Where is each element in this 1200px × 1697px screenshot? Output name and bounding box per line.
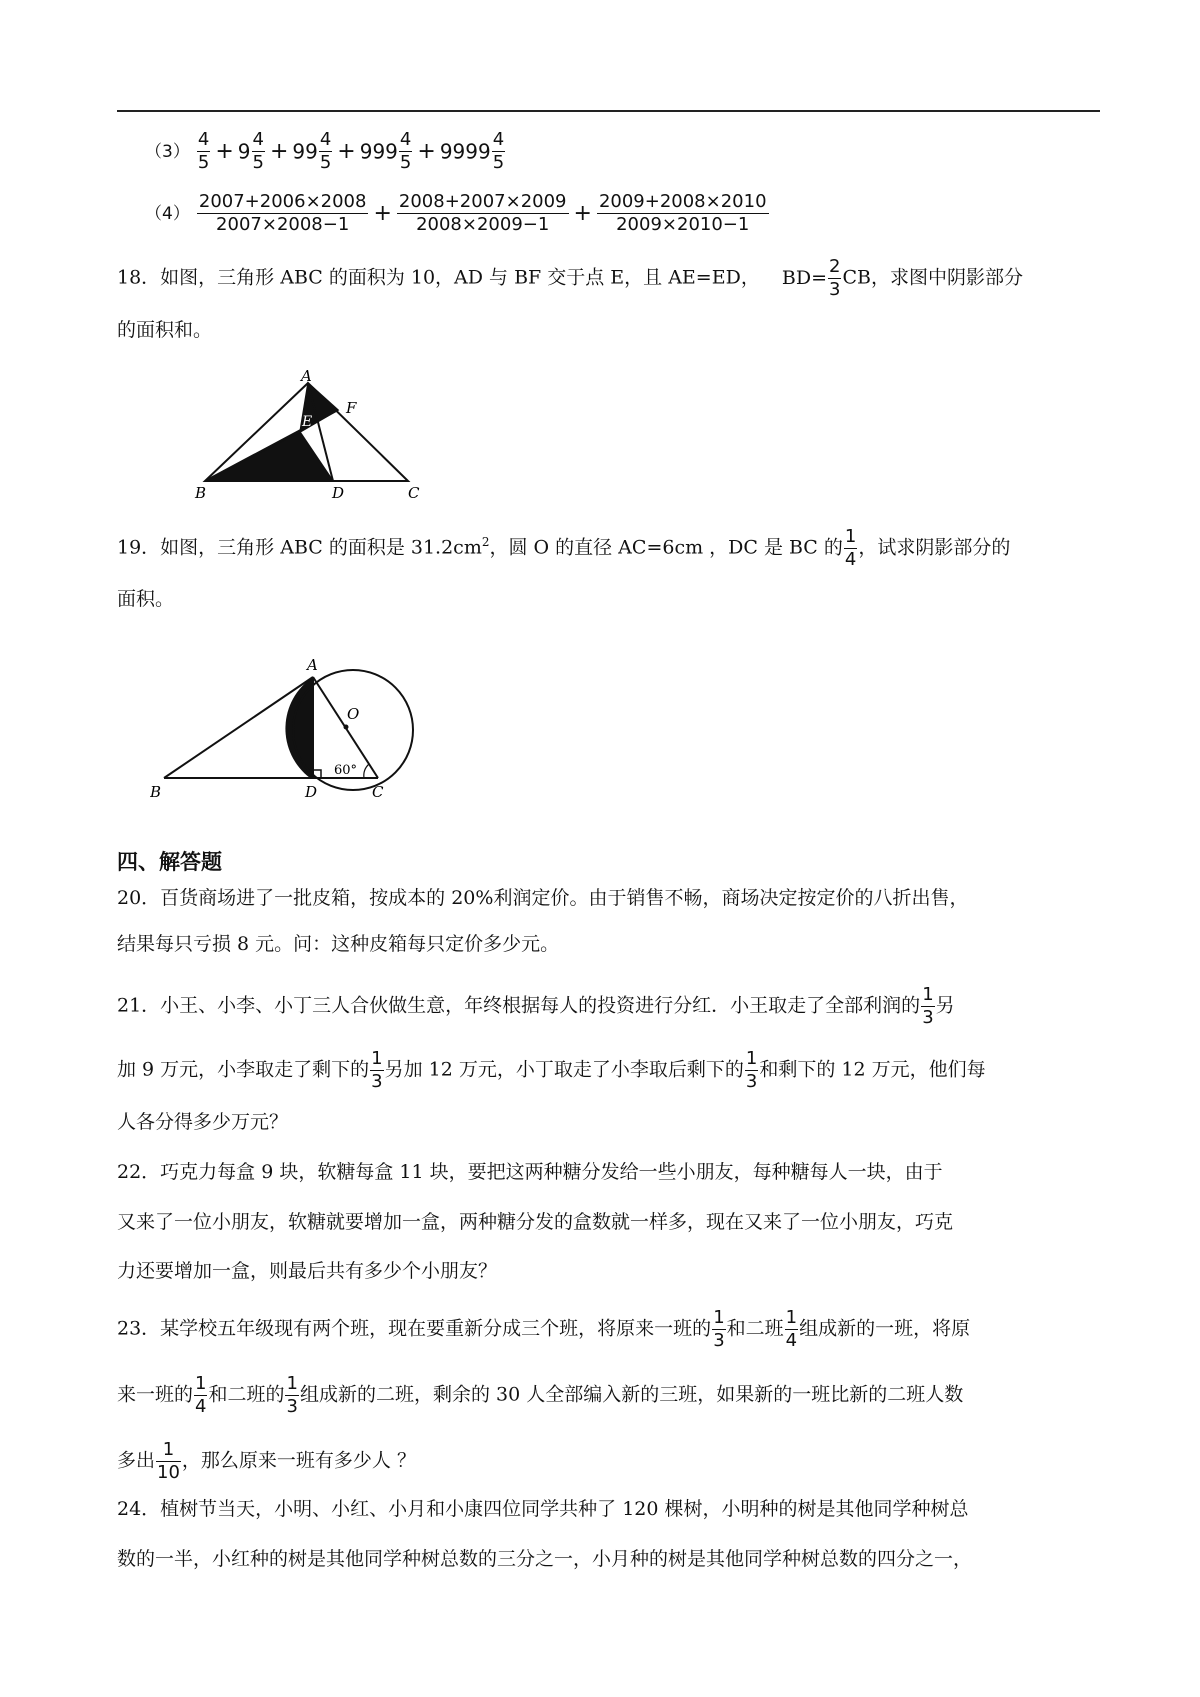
fraction: $\frac{2008+2007\times 2009}{2008\times 2009-1}$ bbox=[398, 191, 567, 235]
figure-q19-circle-triangle bbox=[150, 650, 420, 805]
label-b: B bbox=[195, 484, 207, 502]
figure-q18-triangle bbox=[180, 370, 440, 505]
fraction: $\frac{1}{10}$ bbox=[157, 1439, 180, 1483]
question-22-line-3: 力还要增加一盒，则最后共有多少个小朋友？ bbox=[117, 1260, 498, 1282]
fraction: $\frac{2}{3}$ bbox=[829, 256, 841, 300]
label-e: E bbox=[302, 414, 313, 430]
question-23-line-2: 来一班的 $\frac{1}{4}$ 和二班的 $\frac{1}{3}$ 组成新的二班，剩余的 30 人全部编入新的三班，如果新的一班比新的二班人数 bbox=[117, 1373, 964, 1417]
question-19-line-1: 19．如图，三角形 ABC 的面积是 $31.2cm^2$，圆 O 的直径 AC=6cm ，DC 是 BC 的 $\frac{1}{4}$ ，试求阴影部分的 bbox=[117, 525, 1011, 570]
fraction: $\frac{1}{3}$ bbox=[286, 1373, 298, 1417]
question-20-line-2: 结果每只亏损 8 元。问：这种皮箱每只定价多少元。 bbox=[117, 933, 560, 955]
fraction: $\frac{1}{3}$ bbox=[371, 1048, 383, 1092]
label-c: C bbox=[372, 783, 384, 801]
label-f: F bbox=[346, 399, 357, 417]
label-d: D bbox=[332, 484, 345, 502]
fraction: $\frac{1}{3}$ bbox=[713, 1307, 725, 1351]
fraction: $\frac{4}{5}$ bbox=[197, 129, 210, 173]
fraction: $\frac{4}{5}$ bbox=[319, 129, 332, 173]
label-d: D bbox=[305, 783, 318, 801]
fraction: $\frac{4}{5}$ bbox=[492, 129, 505, 173]
section-heading: 四、解答题 bbox=[117, 850, 222, 874]
label-o: O bbox=[347, 705, 360, 723]
header-rule bbox=[117, 110, 1100, 112]
label-a: A bbox=[301, 370, 312, 385]
question-20-line-1: 20．百货商场进了一批皮箱，按成本的 20%利润定价。由于销售不畅，商场决定按定价的八折出售， bbox=[117, 887, 969, 909]
question-18-line-2: 的面积和。 bbox=[117, 319, 213, 341]
fraction: $\frac{1}{4}$ bbox=[844, 525, 857, 570]
fraction: $\frac{1}{3}$ bbox=[922, 984, 934, 1028]
item-label: （3） bbox=[145, 141, 190, 162]
angle-label: 60° bbox=[334, 763, 358, 778]
fraction: $\frac{4}{5}$ bbox=[399, 129, 412, 173]
fraction: $\frac{4}{5}$ bbox=[252, 129, 264, 173]
question-18-line-1: 18．如图，三角形 ABC 的面积为 10，AD 与 BF 交于点 E，且 AE=ED， BD= $\frac{2}{3}$ CB，求图中阴影部分 bbox=[117, 256, 1023, 300]
question-22-line-2: 又来了一位小朋友，软糖就要增加一盒，两种糖分发的盒数就一样多，现在又来了一位小朋友，巧克 bbox=[117, 1211, 954, 1233]
item-label: （4） bbox=[145, 203, 190, 224]
label-a: A bbox=[307, 656, 318, 674]
fraction: $\frac{2007+2006\times 2008}{2007\times 2008-1}$ bbox=[198, 191, 367, 235]
question-19-line-2: 面积。 bbox=[117, 588, 175, 610]
question-24-line-1: 24．植树节当天，小明、小红、小月和小康四位同学共种了 120 棵树，小明种的树是其他同学种树总 bbox=[117, 1498, 969, 1520]
question-23-line-3: 多出 $\frac{1}{10}$ ，那么原来一班有多少人 ？ bbox=[117, 1439, 416, 1483]
question-24-line-2: 数的一半，小红种的树是其他同学种树总数的三分之一，小月种的树是其他同学种树总数的四分之一， bbox=[117, 1548, 973, 1570]
problem-17-3: （3） $\frac{4}{5}$ + 9 $\frac{4}{5}$ + 99 $\frac{4}{5}$ + 999 $\frac{4}{5}$ + 9999 $\frac{4}{5}$ bbox=[145, 129, 505, 173]
fraction: $\frac{1}{4}$ bbox=[195, 1373, 207, 1417]
question-22-line-1: 22．巧克力每盒 9 块，软糖每盒 11 块，要把这两种糖分发给一些小朋友，每种糖每人一块，由于 bbox=[117, 1161, 943, 1183]
fraction: $\frac{1}{4}$ bbox=[785, 1307, 798, 1351]
question-21-line-2: 加 9 万元，小李取走了剩下的 $\frac{1}{3}$ 另加 12 万元，小丁取走了小李取后剩下的 $\frac{1}{3}$ 和剩下的 12 万元，他们每 bbox=[117, 1048, 986, 1092]
question-21-line-1: 21．小王、小李、小丁三人合伙做生意，年终根据每人的投资进行分红．小王取走了全部利润的 $\frac{1}{3}$ 另 bbox=[117, 984, 955, 1028]
label-c: C bbox=[408, 484, 420, 502]
fraction: $\frac{2009+2008\times 2010}{2009\times 2010-1}$ bbox=[598, 191, 767, 235]
problem-17-4: （4） $\frac{2007+2006\times 2008}{2007\times 2008-1}$ + $\frac{2008+2007\times 2009}{2008\times 2009-1}$ + $\frac{2009+2008\times 2010}{2009\times 2010-1}$ bbox=[145, 191, 767, 235]
fraction: $\frac{1}{3}$ bbox=[745, 1048, 758, 1092]
question-21-line-3: 人各分得多少万元？ bbox=[117, 1111, 289, 1133]
question-23-line-1: 23．某学校五年级现有两个班，现在要重新分成三个班，将原来一班的 $\frac{1}{3}$ 和二班 $\frac{1}{4}$ 组成新的一班，将原 bbox=[117, 1307, 971, 1351]
label-b: B bbox=[150, 783, 162, 801]
